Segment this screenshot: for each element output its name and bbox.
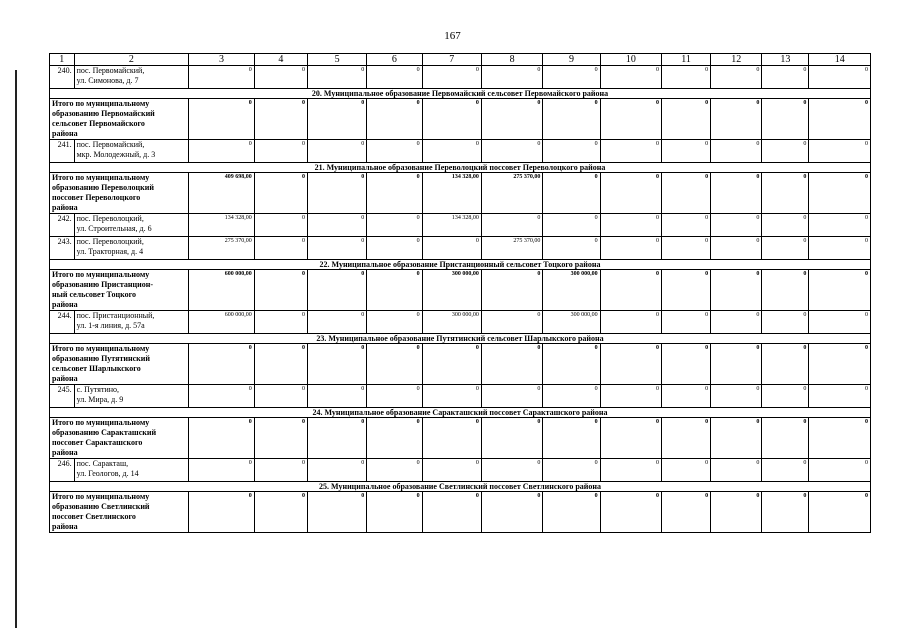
total-label-line: образованию Переволоцкий	[52, 183, 154, 192]
object-address	[74, 214, 189, 237]
value-cell: 0	[254, 173, 307, 214]
page-number: 167	[444, 30, 461, 42]
total-label	[50, 492, 189, 533]
value-cell: 0	[254, 66, 307, 89]
value-cell: 300 000,00	[543, 270, 600, 311]
value-cell: 0	[711, 173, 762, 214]
value-cell: 0	[254, 214, 307, 237]
total-label-line: образованию Пристанцион-	[52, 280, 154, 289]
value-cell: 0	[662, 140, 711, 163]
section-title: 23. Муниципальное образование Путятинский сельсовет Шарлыкского района	[50, 334, 871, 344]
column-header: 6	[367, 54, 422, 66]
value-cell: 0	[367, 214, 422, 237]
value-cell: 0	[711, 492, 762, 533]
value-cell: 0	[762, 173, 809, 214]
object-address	[74, 140, 189, 163]
value-cell: 0	[543, 214, 600, 237]
column-header: 9	[543, 54, 600, 66]
value-cell: 0	[189, 492, 255, 533]
value-cell: 0	[543, 492, 600, 533]
value-cell: 0	[662, 173, 711, 214]
value-cell: 0	[662, 237, 711, 260]
value-cell: 0	[600, 99, 661, 140]
address-line: ул. 1-я линия, д. 57а	[76, 321, 145, 330]
column-header: 8	[481, 54, 542, 66]
total-label	[50, 418, 189, 459]
column-header: 7	[422, 54, 481, 66]
value-cell: 0	[809, 344, 871, 385]
value-cell: 0	[481, 459, 542, 482]
value-cell: 0	[254, 311, 307, 334]
value-cell: 0	[662, 311, 711, 334]
value-cell: 0	[422, 385, 481, 408]
total-label-line: сельсовет Первомайского	[52, 119, 145, 128]
value-cell: 0	[809, 237, 871, 260]
total-label-line: поссовет Саракташского	[52, 438, 143, 447]
address-line: пос. Первомайский,	[76, 140, 145, 149]
total-label-line: Итого по муниципальному	[52, 492, 150, 501]
total-label-line: района	[52, 300, 78, 309]
value-cell: 0	[422, 344, 481, 385]
value-cell: 0	[307, 237, 366, 260]
address-line: ул. Симонова, д. 7	[76, 76, 139, 85]
value-cell: 300 000,00	[422, 270, 481, 311]
table-row	[50, 66, 871, 89]
total-row	[50, 418, 871, 459]
value-cell: 0	[367, 385, 422, 408]
value-cell: 0	[543, 140, 600, 163]
section-row	[50, 482, 871, 492]
value-cell: 0	[189, 344, 255, 385]
object-address	[74, 237, 189, 260]
total-label-line: образованию Светлинский	[52, 502, 150, 511]
row-number: 241.	[50, 140, 75, 163]
value-cell: 0	[189, 99, 255, 140]
value-cell: 0	[809, 270, 871, 311]
value-cell: 0	[711, 140, 762, 163]
value-cell: 0	[307, 459, 366, 482]
value-cell: 0	[481, 418, 542, 459]
binding-line	[15, 70, 17, 628]
column-header: 12	[711, 54, 762, 66]
value-cell: 0	[711, 66, 762, 89]
value-cell: 0	[254, 418, 307, 459]
value-cell: 0	[367, 492, 422, 533]
total-row	[50, 99, 871, 140]
value-cell: 0	[762, 66, 809, 89]
object-address	[74, 459, 189, 482]
section-row	[50, 408, 871, 418]
value-cell: 0	[543, 237, 600, 260]
value-cell: 0	[600, 418, 661, 459]
row-number: 243.	[50, 237, 75, 260]
column-header: 14	[809, 54, 871, 66]
value-cell: 0	[367, 270, 422, 311]
section-row	[50, 334, 871, 344]
row-number: 240.	[50, 66, 75, 89]
value-cell: 0	[762, 418, 809, 459]
value-cell: 0	[711, 459, 762, 482]
value-cell: 0	[809, 214, 871, 237]
value-cell: 0	[600, 214, 661, 237]
value-cell: 0	[307, 344, 366, 385]
address-line: с. Путятино,	[76, 385, 120, 394]
value-cell: 0	[762, 99, 809, 140]
value-cell: 0	[711, 237, 762, 260]
total-label-line: района	[52, 374, 78, 383]
address-line: пос. Пристанционный,	[76, 311, 155, 320]
total-row	[50, 344, 871, 385]
value-cell: 0	[254, 344, 307, 385]
value-cell: 0	[711, 344, 762, 385]
value-cell: 0	[711, 385, 762, 408]
value-cell: 0	[481, 214, 542, 237]
section-title: 22. Муниципальное образование Пристанционный сельсовет Тоцкого района	[50, 260, 871, 270]
value-cell: 134 328,00	[422, 173, 481, 214]
value-cell: 0	[600, 173, 661, 214]
value-cell: 0	[809, 459, 871, 482]
column-header: 4	[254, 54, 307, 66]
value-cell: 0	[600, 140, 661, 163]
value-cell: 0	[254, 492, 307, 533]
value-cell: 0	[600, 66, 661, 89]
address-line: пос. Переволоцкий,	[76, 237, 144, 246]
section-title: 24. Муниципальное образование Саракташский поссовет Саракташского района	[50, 408, 871, 418]
total-label-line: поссовет Переволоцкого	[52, 193, 141, 202]
value-cell: 0	[367, 99, 422, 140]
value-cell: 0	[662, 418, 711, 459]
value-cell: 0	[809, 311, 871, 334]
value-cell: 0	[254, 237, 307, 260]
value-cell: 0	[711, 418, 762, 459]
value-cell: 0	[762, 237, 809, 260]
column-header: 13	[762, 54, 809, 66]
total-label-line: поссовет Светлинского	[52, 512, 136, 521]
table-row	[50, 237, 871, 260]
address-line: пос. Переволоцкий,	[76, 214, 144, 223]
value-cell: 0	[543, 459, 600, 482]
value-cell: 0	[543, 385, 600, 408]
column-header: 2	[74, 54, 189, 66]
total-label-line: района	[52, 522, 78, 531]
value-cell: 0	[600, 237, 661, 260]
section-row	[50, 163, 871, 173]
value-cell: 0	[762, 459, 809, 482]
value-cell: 0	[307, 311, 366, 334]
object-address	[74, 311, 189, 334]
value-cell: 275 370,00	[189, 237, 255, 260]
total-label-line: сельсовет Шарлыкского	[52, 364, 141, 373]
address-line: пос. Саракташ,	[76, 459, 129, 468]
value-cell: 0	[307, 66, 366, 89]
value-cell: 0	[543, 344, 600, 385]
value-cell: 0	[481, 311, 542, 334]
value-cell: 134 328,00	[189, 214, 255, 237]
value-cell: 0	[662, 459, 711, 482]
value-cell: 0	[809, 418, 871, 459]
value-cell: 0	[600, 311, 661, 334]
value-cell: 0	[543, 66, 600, 89]
address-line: пос. Первомайский,	[76, 66, 145, 75]
row-number: 244.	[50, 311, 75, 334]
value-cell: 0	[662, 214, 711, 237]
value-cell: 0	[809, 99, 871, 140]
value-cell: 0	[481, 492, 542, 533]
value-cell: 0	[189, 459, 255, 482]
section-row	[50, 89, 871, 99]
total-label-line: образованию Саракташский	[52, 428, 157, 437]
value-cell: 409 698,00	[189, 173, 255, 214]
section-row	[50, 260, 871, 270]
column-header: 5	[307, 54, 366, 66]
table-row	[50, 214, 871, 237]
value-cell: 0	[254, 459, 307, 482]
total-label-line: Итого по муниципальному	[52, 99, 150, 108]
section-title: 25. Муниципальное образование Светлинский поссовет Светлинского района	[50, 482, 871, 492]
value-cell: 0	[367, 140, 422, 163]
total-label	[50, 99, 189, 140]
total-label-line: Итого по муниципальному	[52, 173, 150, 182]
value-cell: 0	[481, 140, 542, 163]
row-number: 242.	[50, 214, 75, 237]
total-label-line: ный сельсовет Тоцкого	[52, 290, 137, 299]
value-cell: 0	[481, 385, 542, 408]
value-cell: 0	[662, 385, 711, 408]
total-row	[50, 173, 871, 214]
value-cell: 0	[254, 270, 307, 311]
value-cell: 0	[307, 214, 366, 237]
object-address	[74, 66, 189, 89]
value-cell: 0	[762, 311, 809, 334]
value-cell: 0	[662, 492, 711, 533]
value-cell: 0	[422, 99, 481, 140]
row-number: 246.	[50, 459, 75, 482]
total-label-line: района	[52, 448, 78, 457]
value-cell: 0	[367, 459, 422, 482]
value-cell: 0	[762, 385, 809, 408]
value-cell: 0	[662, 344, 711, 385]
value-cell: 0	[254, 140, 307, 163]
value-cell: 0	[543, 418, 600, 459]
value-cell: 0	[762, 492, 809, 533]
value-cell: 0	[809, 66, 871, 89]
value-cell: 600 000,00	[189, 270, 255, 311]
total-label-line: образованию Первомайский	[52, 109, 155, 118]
value-cell: 134 328,00	[422, 214, 481, 237]
total-label	[50, 270, 189, 311]
value-cell: 0	[189, 140, 255, 163]
value-cell: 0	[307, 270, 366, 311]
value-cell: 0	[367, 66, 422, 89]
value-cell: 0	[600, 385, 661, 408]
value-cell: 0	[481, 66, 542, 89]
value-cell: 0	[422, 418, 481, 459]
value-cell: 0	[189, 385, 255, 408]
value-cell: 0	[367, 344, 422, 385]
value-cell: 0	[543, 99, 600, 140]
value-cell: 300 000,00	[422, 311, 481, 334]
value-cell: 0	[600, 459, 661, 482]
total-label-line: образованию Путятинский	[52, 354, 150, 363]
value-cell: 0	[254, 99, 307, 140]
total-label-line: Итого по муниципальному	[52, 270, 150, 279]
value-cell: 0	[367, 311, 422, 334]
value-cell: 0	[662, 66, 711, 89]
total-label-line: Итого по муниципальному	[52, 344, 150, 353]
total-label	[50, 344, 189, 385]
value-cell: 0	[367, 173, 422, 214]
total-label-line: района	[52, 203, 78, 212]
value-cell: 0	[543, 173, 600, 214]
value-cell: 0	[189, 66, 255, 89]
value-cell: 0	[307, 99, 366, 140]
total-row	[50, 270, 871, 311]
value-cell: 0	[809, 173, 871, 214]
value-cell: 0	[809, 140, 871, 163]
value-cell: 0	[307, 173, 366, 214]
value-cell: 0	[600, 270, 661, 311]
value-cell: 0	[481, 344, 542, 385]
section-title: 21. Муниципальное образование Переволоцкий поссовет Переволоцкого района	[50, 163, 871, 173]
value-cell: 0	[481, 270, 542, 311]
value-cell: 0	[307, 385, 366, 408]
address-line: ул. Тракторная, д. 4	[76, 247, 144, 256]
value-cell: 0	[422, 459, 481, 482]
column-header: 10	[600, 54, 661, 66]
value-cell: 0	[711, 311, 762, 334]
total-label-line: района	[52, 129, 78, 138]
value-cell: 0	[422, 237, 481, 260]
value-cell: 0	[189, 418, 255, 459]
value-cell: 0	[254, 385, 307, 408]
value-cell: 275 370,00	[481, 173, 542, 214]
value-cell: 0	[662, 270, 711, 311]
value-cell: 0	[481, 99, 542, 140]
value-cell: 0	[600, 492, 661, 533]
value-cell: 0	[762, 140, 809, 163]
column-header: 1	[50, 54, 75, 66]
budget-table	[49, 53, 871, 533]
table-row	[50, 459, 871, 482]
value-cell: 0	[711, 99, 762, 140]
value-cell: 600 000,00	[189, 311, 255, 334]
row-number: 245.	[50, 385, 75, 408]
value-cell: 0	[422, 66, 481, 89]
column-header: 3	[189, 54, 255, 66]
value-cell: 0	[367, 237, 422, 260]
value-cell: 0	[762, 270, 809, 311]
total-label-line: Итого по муниципальному	[52, 418, 150, 427]
value-cell: 0	[600, 344, 661, 385]
value-cell: 0	[422, 140, 481, 163]
value-cell: 0	[711, 214, 762, 237]
header-row	[50, 54, 871, 66]
total-label	[50, 173, 189, 214]
value-cell: 0	[762, 214, 809, 237]
value-cell: 0	[307, 140, 366, 163]
object-address	[74, 385, 189, 408]
value-cell: 0	[307, 418, 366, 459]
value-cell: 0	[711, 270, 762, 311]
value-cell: 0	[762, 344, 809, 385]
table-row	[50, 385, 871, 408]
section-title: 20. Муниципальное образование Первомайский сельсовет Первомайского района	[50, 89, 871, 99]
column-header: 11	[662, 54, 711, 66]
total-row	[50, 492, 871, 533]
address-line: ул. Мира, д. 9	[76, 395, 124, 404]
value-cell: 300 000,00	[543, 311, 600, 334]
value-cell: 275 370,00	[481, 237, 542, 260]
value-cell: 0	[422, 492, 481, 533]
table-row	[50, 311, 871, 334]
table-row	[50, 140, 871, 163]
address-line: ул. Геологов, д. 14	[76, 469, 139, 478]
value-cell: 0	[809, 492, 871, 533]
address-line: ул. Строительная, д. 6	[76, 224, 152, 233]
value-cell: 0	[809, 385, 871, 408]
value-cell: 0	[367, 418, 422, 459]
table-body	[50, 66, 871, 533]
value-cell: 0	[662, 99, 711, 140]
value-cell: 0	[307, 492, 366, 533]
address-line: мкр. Молодежный, д. 3	[76, 150, 156, 159]
